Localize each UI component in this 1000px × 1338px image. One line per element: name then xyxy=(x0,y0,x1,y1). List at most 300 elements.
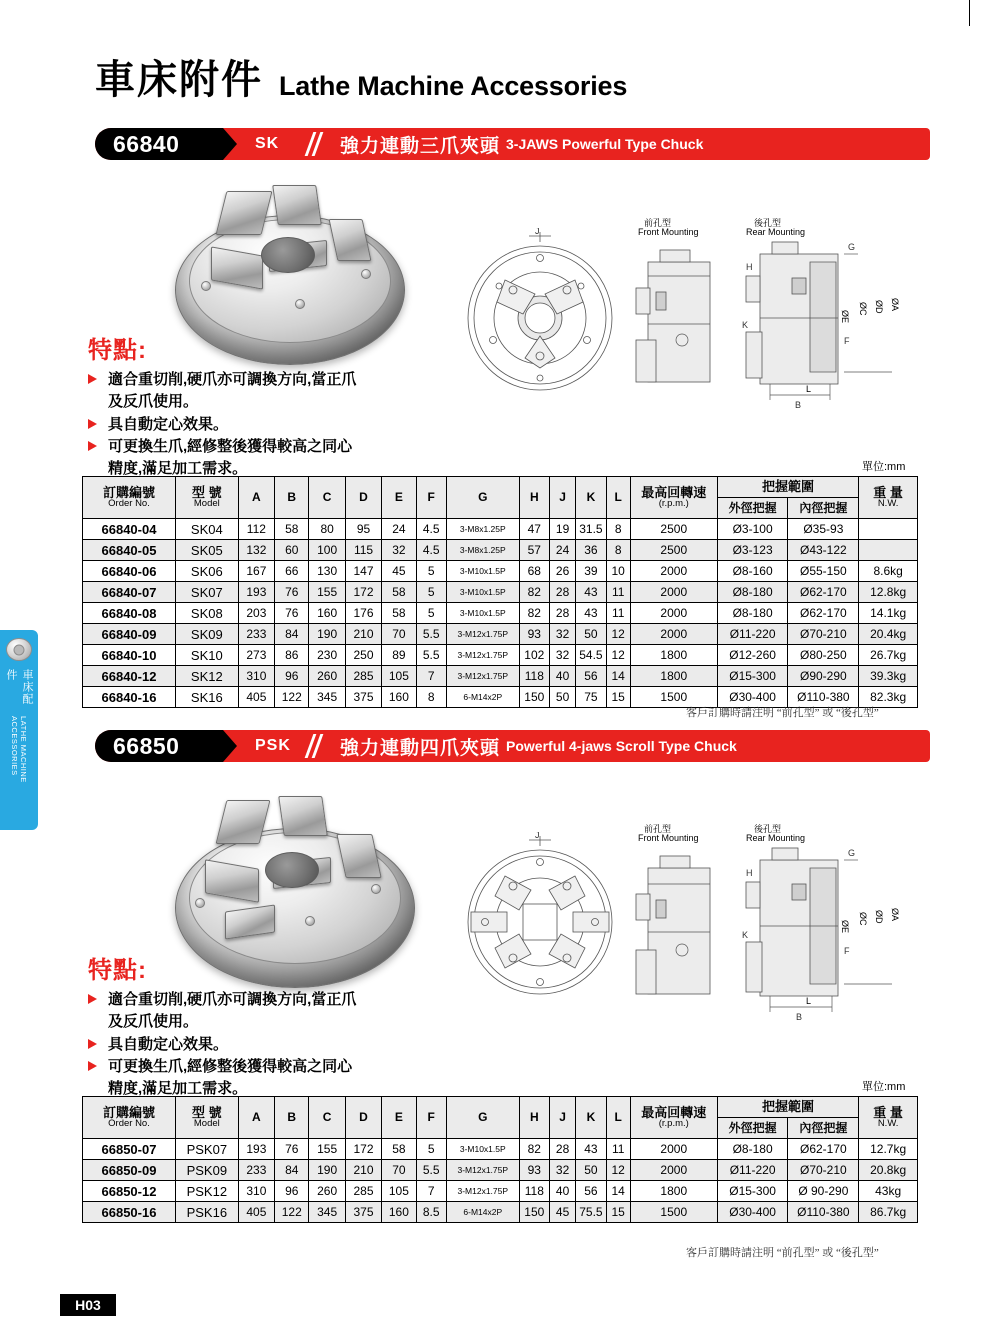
feature-line-2: 精度,滿足加工需求。 xyxy=(108,460,248,477)
dim-label-L: L xyxy=(806,384,812,394)
feature-line-1: 具自動定心效果。 xyxy=(108,415,229,433)
cell-L: 10 xyxy=(606,561,630,582)
cell-L: 14 xyxy=(606,1181,630,1202)
cell-F: 7 xyxy=(416,666,446,687)
cell-weight: 43kg xyxy=(859,1181,918,1202)
cell-grip-outer: Ø8-180 xyxy=(717,603,788,624)
cell-rpm: 1800 xyxy=(630,666,717,687)
cell-weight: 12.8kg xyxy=(859,582,918,603)
header-model: 型 號 Model xyxy=(176,477,239,519)
chuck-icon xyxy=(6,638,32,661)
cell-E: 160 xyxy=(382,687,416,708)
cell-K: 50 xyxy=(576,1160,606,1181)
cell-H: 82 xyxy=(519,603,549,624)
cell-rpm: 2000 xyxy=(630,582,717,603)
header-K: K xyxy=(576,1097,606,1139)
cell-L: 15 xyxy=(606,687,630,708)
cell-D: 95 xyxy=(345,519,381,540)
cell-E: 45 xyxy=(382,561,416,582)
table-row xyxy=(83,624,918,645)
cell-order: 66840-08 xyxy=(83,603,176,624)
cell-weight: 20.8kg xyxy=(859,1160,918,1181)
cell-B: 84 xyxy=(275,624,309,645)
front-mounting-label-en: Front Mounting xyxy=(638,227,699,237)
header-G: G xyxy=(446,477,519,519)
cell-weight: 14.1kg xyxy=(859,603,918,624)
table-row xyxy=(83,1160,918,1181)
cell-D: 375 xyxy=(345,1202,381,1223)
cell-D: 176 xyxy=(345,603,381,624)
banner-description xyxy=(340,128,703,160)
table-row xyxy=(83,645,918,666)
spec-table-3jaw xyxy=(82,476,918,708)
table-row xyxy=(83,1202,918,1223)
banner-description xyxy=(340,730,737,762)
cell-J: 28 xyxy=(549,603,575,624)
side-tab-label-en: LATHE MACHINE ACCESSORIES xyxy=(10,715,28,783)
page-title-en: Lathe Machine Accessories xyxy=(279,70,628,101)
header-A: A xyxy=(238,477,274,519)
cell-grip-inner: Ø110-380 xyxy=(788,687,859,708)
cell-D: 172 xyxy=(345,582,381,603)
cell-C: 155 xyxy=(309,582,345,603)
cell-G: 6-M14x2P xyxy=(446,687,519,708)
header-rpm: 最高回轉速 (r.p.m.) xyxy=(630,477,717,519)
cell-grip-outer: Ø8-180 xyxy=(717,1139,788,1160)
banner-desc-en: Powerful 4-jaws Scroll Type Chuck xyxy=(506,738,737,754)
cell-rpm: 2000 xyxy=(630,1139,717,1160)
svg-text:F: F xyxy=(844,946,850,956)
cell-rpm: 2000 xyxy=(630,624,717,645)
cell-J: 19 xyxy=(549,519,575,540)
cell-G: 3-M8x1.25P xyxy=(446,540,519,561)
cell-G: 3-M12x1.75P xyxy=(446,645,519,666)
front-mounting-drawing-4jaw xyxy=(630,824,735,1013)
svg-text:J: J xyxy=(535,228,540,236)
cell-H: 68 xyxy=(519,561,549,582)
cell-order: 66850-16 xyxy=(83,1202,176,1223)
table-header-row xyxy=(83,477,918,498)
cell-grip-outer: Ø12-260 xyxy=(717,645,788,666)
cell-K: 56 xyxy=(576,666,606,687)
cell-model: PSK12 xyxy=(176,1181,239,1202)
cell-B: 76 xyxy=(275,1139,309,1160)
cell-E: 58 xyxy=(382,603,416,624)
header-C: C xyxy=(309,1097,345,1139)
cell-order: 66840-07 xyxy=(83,582,176,603)
feature-line-1: 適合重切削,硬爪亦可調換方向,當正爪 xyxy=(108,371,357,388)
feature-item xyxy=(88,436,448,480)
header-F: F xyxy=(416,1097,446,1139)
cell-order: 66840-06 xyxy=(83,561,176,582)
cell-weight: 86.7kg xyxy=(859,1202,918,1223)
dim-label-D: ØD xyxy=(874,910,884,924)
cell-F: 5 xyxy=(416,1139,446,1160)
cell-J: 50 xyxy=(549,687,575,708)
cell-weight: 26.7kg xyxy=(859,645,918,666)
header-grip-range: 把握範圍 xyxy=(717,1097,859,1118)
cell-grip-inner: Ø62-170 xyxy=(788,582,859,603)
front-view-drawing-3jaw xyxy=(465,228,615,398)
cell-E: 105 xyxy=(382,666,416,687)
cell-K: 43 xyxy=(576,1139,606,1160)
header-order-no: 訂購編號 Order No. xyxy=(83,1097,176,1139)
dim-label-D: ØD xyxy=(874,300,884,314)
cell-E: 58 xyxy=(382,582,416,603)
cell-B: 96 xyxy=(275,1181,309,1202)
cell-F: 8 xyxy=(416,687,446,708)
cell-weight: 20.4kg xyxy=(859,624,918,645)
cell-A: 310 xyxy=(238,1181,274,1202)
cell-E: 70 xyxy=(382,624,416,645)
table-row xyxy=(83,582,918,603)
header-E: E xyxy=(382,1097,416,1139)
cell-J: 45 xyxy=(549,1202,575,1223)
cell-B: 84 xyxy=(275,1160,309,1181)
banner-series: PSK xyxy=(255,737,291,754)
cell-G: 3-M12x1.75P xyxy=(446,624,519,645)
cell-C: 155 xyxy=(309,1139,345,1160)
side-tab-label-cn: 車床配件 xyxy=(5,669,33,706)
cell-G: 3-M12x1.75P xyxy=(446,1160,519,1181)
dim-label-L: L xyxy=(806,996,812,1006)
cell-L: 11 xyxy=(606,582,630,603)
header-D: D xyxy=(345,1097,381,1139)
header-H: H xyxy=(519,1097,549,1139)
features-block-3jaw xyxy=(88,330,448,481)
section-banner-66850 xyxy=(95,730,930,762)
crop-mark xyxy=(969,0,970,26)
cell-K: 31.5 xyxy=(576,519,606,540)
rear-mounting-label-en: Rear Mounting xyxy=(746,833,806,843)
svg-text:F: F xyxy=(844,336,850,346)
header-K: K xyxy=(576,477,606,519)
feature-line-2: 精度,滿足加工需求。 xyxy=(108,1080,248,1097)
cell-D: 210 xyxy=(345,624,381,645)
cell-grip-outer: Ø3-100 xyxy=(717,519,788,540)
feature-line-1: 適合重切削,硬爪亦可調換方向,當正爪 xyxy=(108,991,357,1008)
cell-H: 57 xyxy=(519,540,549,561)
features-title: 特點: xyxy=(88,337,147,364)
cell-A: 273 xyxy=(238,645,274,666)
cell-rpm: 2500 xyxy=(630,519,717,540)
table-row xyxy=(83,603,918,624)
svg-text:K: K xyxy=(742,930,749,940)
cell-G: 3-M10x1.5P xyxy=(446,603,519,624)
cell-K: 39 xyxy=(576,561,606,582)
header-C: C xyxy=(309,477,345,519)
cell-J: 24 xyxy=(549,540,575,561)
cell-K: 43 xyxy=(576,582,606,603)
cell-order: 66850-09 xyxy=(83,1160,176,1181)
header-grip-range: 把握範圍 xyxy=(717,477,859,498)
cell-D: 375 xyxy=(345,687,381,708)
cell-grip-inner: Ø62-170 xyxy=(788,1139,859,1160)
svg-text:G: G xyxy=(848,242,856,252)
cell-grip-outer: Ø8-160 xyxy=(717,561,788,582)
cell-grip-inner: Ø62-170 xyxy=(788,603,859,624)
table-header-row xyxy=(83,1097,918,1118)
cell-E: 160 xyxy=(382,1202,416,1223)
table-row xyxy=(83,561,918,582)
front-view-drawing-4jaw xyxy=(455,832,625,1002)
cell-grip-inner: Ø55-150 xyxy=(788,561,859,582)
cell-L: 15 xyxy=(606,1202,630,1223)
cell-B: 60 xyxy=(275,540,309,561)
cell-D: 250 xyxy=(345,645,381,666)
banner-code: 66850 xyxy=(95,730,223,762)
cell-order: 66850-07 xyxy=(83,1139,176,1160)
front-mounting-label-cn: 前孔型 xyxy=(644,218,672,228)
feature-line-2: 及反爪使用。 xyxy=(108,1012,199,1030)
banner-series: SK xyxy=(255,135,280,152)
feature-item xyxy=(88,1056,448,1100)
cell-grip-inner: Ø35-93 xyxy=(788,519,859,540)
cell-grip-outer: Ø30-400 xyxy=(717,687,788,708)
cell-order: 66840-12 xyxy=(83,666,176,687)
cell-B: 122 xyxy=(275,687,309,708)
cell-model: PSK16 xyxy=(176,1202,239,1223)
cell-J: 40 xyxy=(549,1181,575,1202)
cell-H: 82 xyxy=(519,1139,549,1160)
cell-B: 58 xyxy=(275,519,309,540)
cell-J: 26 xyxy=(549,561,575,582)
cell-G: 3-M10x1.5P xyxy=(446,582,519,603)
bullet-triangle-icon xyxy=(88,1061,97,1071)
cell-model: SK07 xyxy=(176,582,239,603)
cell-A: 310 xyxy=(238,666,274,687)
cell-A: 233 xyxy=(238,1160,274,1181)
cell-C: 345 xyxy=(309,687,345,708)
cell-L: 8 xyxy=(606,519,630,540)
features-list xyxy=(88,369,448,480)
cell-G: 3-M8x1.25P xyxy=(446,519,519,540)
header-B: B xyxy=(275,1097,309,1139)
cell-C: 100 xyxy=(309,540,345,561)
front-mounting-drawing-3jaw xyxy=(630,218,735,402)
cell-K: 75 xyxy=(576,687,606,708)
cell-H: 150 xyxy=(519,1202,549,1223)
cell-G: 3-M10x1.5P xyxy=(446,1139,519,1160)
spec-table-4jaw xyxy=(82,1096,918,1223)
cell-D: 115 xyxy=(345,540,381,561)
banner-desc-cn: 強力連動三爪夾頭 xyxy=(340,135,501,157)
feature-item xyxy=(88,989,448,1033)
cell-order: 66840-05 xyxy=(83,540,176,561)
cell-order: 66840-04 xyxy=(83,519,176,540)
cell-rpm: 2000 xyxy=(630,561,717,582)
front-mounting-label-cn: 前孔型 xyxy=(644,824,672,834)
unit-label-3jaw: 單位:mm xyxy=(862,461,906,473)
svg-text:B: B xyxy=(795,400,802,410)
header-A: A xyxy=(238,1097,274,1139)
svg-text:G: G xyxy=(848,848,856,858)
cell-F: 4.5 xyxy=(416,540,446,561)
section-banner-66840 xyxy=(95,128,930,160)
cell-H: 150 xyxy=(519,687,549,708)
cell-L: 12 xyxy=(606,1160,630,1181)
cell-K: 43 xyxy=(576,603,606,624)
cell-order: 66850-12 xyxy=(83,1181,176,1202)
svg-text:H: H xyxy=(746,868,753,878)
cell-model: PSK09 xyxy=(176,1160,239,1181)
cell-E: 32 xyxy=(382,540,416,561)
rear-mounting-label-en: Rear Mounting xyxy=(746,227,806,237)
cell-C: 230 xyxy=(309,645,345,666)
bullet-triangle-icon xyxy=(88,374,97,384)
cell-H: 82 xyxy=(519,582,549,603)
cell-order: 66840-10 xyxy=(83,645,176,666)
table-row xyxy=(83,519,918,540)
bullet-triangle-icon xyxy=(88,419,97,429)
page-title xyxy=(95,60,627,100)
banner-desc-en: 3-JAWS Powerful Type Chuck xyxy=(506,136,704,152)
bullet-triangle-icon xyxy=(88,994,97,1004)
cell-L: 8 xyxy=(606,540,630,561)
rear-mounting-drawing-3jaw xyxy=(740,218,900,412)
cell-J: 32 xyxy=(549,645,575,666)
cell-L: 12 xyxy=(606,645,630,666)
banner-desc-cn: 強力連動四爪夾頭 xyxy=(340,737,501,759)
cell-F: 5.5 xyxy=(416,624,446,645)
header-L: L xyxy=(606,477,630,519)
rear-mounting-label-cn: 後孔型 xyxy=(754,218,782,228)
cell-model: SK06 xyxy=(176,561,239,582)
page-title-cn: 車床附件 xyxy=(95,58,263,102)
cell-H: 47 xyxy=(519,519,549,540)
cell-grip-inner: Ø70-210 xyxy=(788,1160,859,1181)
cell-grip-inner: Ø 90-290 xyxy=(788,1181,859,1202)
svg-text:H: H xyxy=(746,262,753,272)
cell-rpm: 2000 xyxy=(630,603,717,624)
footnote-3jaw: 客戶訂購時請注明 “前孔型” 或 “後孔型” xyxy=(686,707,879,719)
page-number: H03 xyxy=(60,1294,116,1316)
header-D: D xyxy=(345,477,381,519)
dim-label-E: ØE xyxy=(840,920,850,934)
cell-A: 112 xyxy=(238,519,274,540)
cell-B: 76 xyxy=(275,603,309,624)
cell-model: PSK07 xyxy=(176,1139,239,1160)
cell-order: 66840-09 xyxy=(83,624,176,645)
dim-label-C: ØC xyxy=(858,912,868,926)
cell-grip-inner: Ø70-210 xyxy=(788,624,859,645)
cell-F: 8.5 xyxy=(416,1202,446,1223)
feature-item xyxy=(88,1034,448,1056)
cell-L: 12 xyxy=(606,624,630,645)
cell-D: 285 xyxy=(345,666,381,687)
cell-F: 5 xyxy=(416,603,446,624)
cell-C: 190 xyxy=(309,1160,345,1181)
cell-rpm: 1500 xyxy=(630,687,717,708)
header-B: B xyxy=(275,477,309,519)
cell-H: 118 xyxy=(519,1181,549,1202)
cell-E: 70 xyxy=(382,1160,416,1181)
footnote-4jaw: 客戶訂購時請注明 “前孔型” 或 “後孔型” xyxy=(686,1247,879,1259)
dim-label-C: ØC xyxy=(858,302,868,316)
cell-grip-outer: Ø3-123 xyxy=(717,540,788,561)
chevron-right-icon xyxy=(309,734,325,758)
cell-A: 405 xyxy=(238,1202,274,1223)
bullet-triangle-icon xyxy=(88,441,97,451)
header-grip-inner: 內徑把握 xyxy=(788,1118,859,1139)
cell-K: 54.5 xyxy=(576,645,606,666)
table-row xyxy=(83,1181,918,1202)
cell-A: 132 xyxy=(238,540,274,561)
cell-D: 285 xyxy=(345,1181,381,1202)
cell-B: 86 xyxy=(275,645,309,666)
cell-D: 147 xyxy=(345,561,381,582)
cell-C: 260 xyxy=(309,666,345,687)
banner-code: 66840 xyxy=(95,128,223,160)
table-row xyxy=(83,666,918,687)
cell-H: 93 xyxy=(519,1160,549,1181)
cell-J: 32 xyxy=(549,624,575,645)
cell-F: 5 xyxy=(416,561,446,582)
header-grip-outer: 外徑把握 xyxy=(717,1118,788,1139)
feature-item xyxy=(88,414,448,436)
cell-grip-outer: Ø15-300 xyxy=(717,1181,788,1202)
cell-weight: 82.3kg xyxy=(859,687,918,708)
svg-text:K: K xyxy=(742,320,749,330)
cell-F: 5.5 xyxy=(416,1160,446,1181)
cell-model: SK16 xyxy=(176,687,239,708)
table-row xyxy=(83,1139,918,1160)
feature-line-2: 及反爪使用。 xyxy=(108,392,199,410)
header-weight: 重 量 N.W. xyxy=(859,477,918,519)
feature-item xyxy=(88,369,448,413)
dim-label-A: ØA xyxy=(890,298,900,312)
cell-model: SK08 xyxy=(176,603,239,624)
unit-label-4jaw: 單位:mm xyxy=(862,1081,906,1093)
cell-model: SK10 xyxy=(176,645,239,666)
header-H: H xyxy=(519,477,549,519)
table-row xyxy=(83,540,918,561)
side-tab xyxy=(0,630,38,830)
chevron-right-icon xyxy=(309,132,325,156)
header-grip-inner: 內徑把握 xyxy=(788,498,859,519)
front-mounting-label-en: Front Mounting xyxy=(638,833,699,843)
cell-model: SK12 xyxy=(176,666,239,687)
cell-rpm: 1800 xyxy=(630,1181,717,1202)
cell-L: 11 xyxy=(606,1139,630,1160)
cell-D: 172 xyxy=(345,1139,381,1160)
header-order-no: 訂購編號 Order No. xyxy=(83,477,176,519)
cell-weight: 8.6kg xyxy=(859,561,918,582)
cell-rpm: 2000 xyxy=(630,1160,717,1181)
feature-line-1: 可更換生爪,經修整後獲得較高之同心 xyxy=(108,1058,353,1076)
header-F: F xyxy=(416,477,446,519)
cell-A: 233 xyxy=(238,624,274,645)
feature-line-1: 可更換生爪,經修整後獲得較高之同心 xyxy=(108,438,353,456)
cell-K: 50 xyxy=(576,624,606,645)
cell-H: 93 xyxy=(519,624,549,645)
cell-A: 405 xyxy=(238,687,274,708)
cell-G: 6-M14x2P xyxy=(446,1202,519,1223)
cell-D: 210 xyxy=(345,1160,381,1181)
cell-H: 102 xyxy=(519,645,549,666)
rear-mounting-label-cn: 後孔型 xyxy=(754,824,782,834)
dim-label-E: ØE xyxy=(840,310,850,324)
features-list xyxy=(88,989,448,1100)
cell-rpm: 1800 xyxy=(630,645,717,666)
cell-F: 5.5 xyxy=(416,645,446,666)
header-L: L xyxy=(606,1097,630,1139)
cell-E: 105 xyxy=(382,1181,416,1202)
cell-L: 11 xyxy=(606,603,630,624)
cell-H: 118 xyxy=(519,666,549,687)
svg-text:B: B xyxy=(796,1012,803,1022)
cell-B: 96 xyxy=(275,666,309,687)
